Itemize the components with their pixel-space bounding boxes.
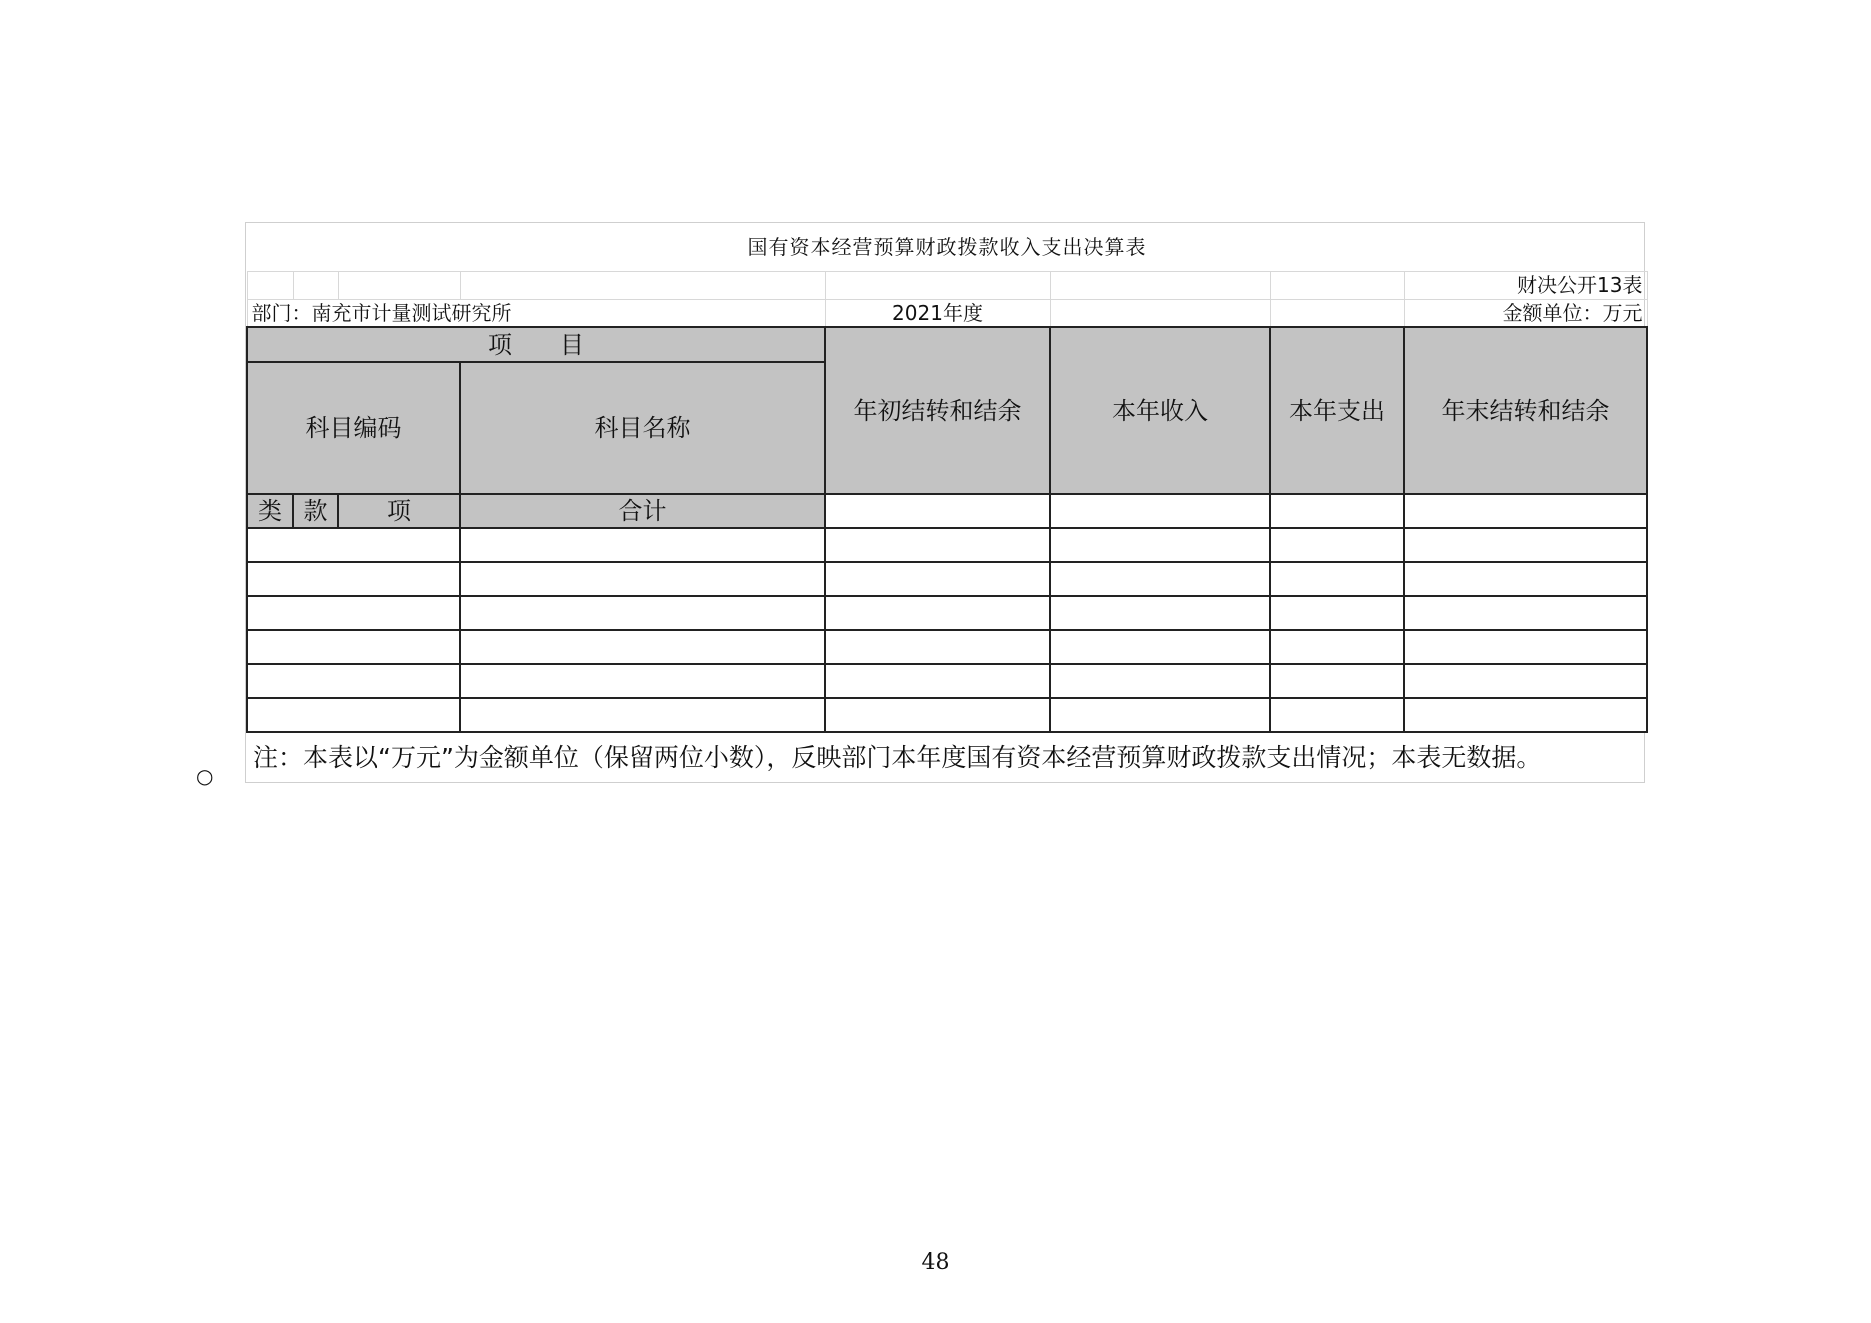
current-expense-cell: [1270, 562, 1404, 596]
form-code: 财决公开13表: [1404, 271, 1647, 299]
header-row-detail: [247, 494, 1647, 528]
closing-balance-cell: [1404, 664, 1647, 698]
category-header: 类: [247, 494, 293, 528]
subject-code-cell: [247, 698, 460, 732]
closing-balance-header: 年末结转和结余: [1404, 327, 1647, 494]
subject-name-cell: [460, 698, 825, 732]
section-header: 款: [293, 494, 338, 528]
current-income-cell: [1050, 596, 1270, 630]
meta-empty-cell: [338, 271, 460, 299]
table-row: [247, 664, 1647, 698]
subject-name-header: 科目名称: [460, 362, 825, 494]
current-expense-cell: [1270, 698, 1404, 732]
table-row: [247, 630, 1647, 664]
opening-balance-cell: [825, 664, 1050, 698]
current-income-cell: [1050, 562, 1270, 596]
meta-empty-cell: [1270, 271, 1404, 299]
current-income-cell: [1050, 664, 1270, 698]
opening-balance-cell: [825, 562, 1050, 596]
page-number: 48: [921, 1250, 950, 1275]
meta-empty-cell: [1270, 299, 1404, 327]
current-expense-cell: [1270, 528, 1404, 562]
subject-name-cell: [460, 630, 825, 664]
total-income-cell: [1050, 494, 1270, 528]
department-label: 部门：南充市计量测试研究所: [247, 299, 825, 327]
closing-balance-cell: [1404, 562, 1647, 596]
bullet-symbol: ○: [196, 764, 214, 788]
current-expense-cell: [1270, 630, 1404, 664]
closing-balance-cell: [1404, 630, 1647, 664]
subject-name-cell: [460, 562, 825, 596]
closing-balance-cell: [1404, 698, 1647, 732]
header-row-project: [247, 327, 1647, 362]
opening-balance-cell: [825, 596, 1050, 630]
current-income-cell: [1050, 528, 1270, 562]
financial-table-sheet: [245, 222, 1645, 783]
subject-code-cell: [247, 562, 460, 596]
current-expense-header: 本年支出: [1270, 327, 1404, 494]
current-expense-cell: [1270, 596, 1404, 630]
meta-empty-cell: [1050, 299, 1270, 327]
table-row: [247, 562, 1647, 596]
subject-name-cell: [460, 664, 825, 698]
current-income-cell: [1050, 698, 1270, 732]
meta-row-2: [247, 299, 1647, 327]
subject-name-cell: [460, 528, 825, 562]
current-expense-cell: [1270, 664, 1404, 698]
item-header: 项: [338, 494, 460, 528]
subject-code-cell: [247, 528, 460, 562]
meta-empty-cell: [247, 271, 293, 299]
current-income-header: 本年收入: [1050, 327, 1270, 494]
total-expense-cell: [1270, 494, 1404, 528]
subject-code-cell: [247, 664, 460, 698]
meta-empty-cell: [293, 271, 338, 299]
meta-empty-cell: [460, 271, 825, 299]
subject-code-header: 科目编码: [247, 362, 460, 494]
closing-balance-cell: [1404, 528, 1647, 562]
table-note: 注：本表以“万元”为金额单位（保留两位小数），反映部门本年度国有资本经营预算财政拨款支出情况；本表无数据。: [247, 732, 1647, 782]
subject-code-cell: [247, 596, 460, 630]
opening-balance-cell: [825, 630, 1050, 664]
opening-balance-cell: [825, 698, 1050, 732]
table-row: [247, 528, 1647, 562]
fiscal-year: 2021年度: [825, 299, 1050, 327]
closing-balance-cell: [1404, 596, 1647, 630]
note-row: [247, 732, 1647, 782]
table-row: [247, 698, 1647, 732]
total-header: 合计: [460, 494, 825, 528]
financial-table: [246, 223, 1648, 782]
current-income-cell: [1050, 630, 1270, 664]
opening-balance-cell: [825, 528, 1050, 562]
title-row: [247, 223, 1647, 271]
total-opening-cell: [825, 494, 1050, 528]
meta-row-1: [247, 271, 1647, 299]
subject-code-cell: [247, 630, 460, 664]
empty-data-rows: [247, 528, 1647, 732]
subject-name-cell: [460, 596, 825, 630]
table-row: [247, 596, 1647, 630]
project-header: 项 目: [247, 327, 825, 362]
meta-empty-cell: [825, 271, 1050, 299]
total-closing-cell: [1404, 494, 1647, 528]
amount-unit: 金额单位：万元: [1404, 299, 1647, 327]
meta-empty-cell: [1050, 271, 1270, 299]
opening-balance-header: 年初结转和结余: [825, 327, 1050, 494]
table-title: 国有资本经营预算财政拨款收入支出决算表: [247, 223, 1647, 271]
